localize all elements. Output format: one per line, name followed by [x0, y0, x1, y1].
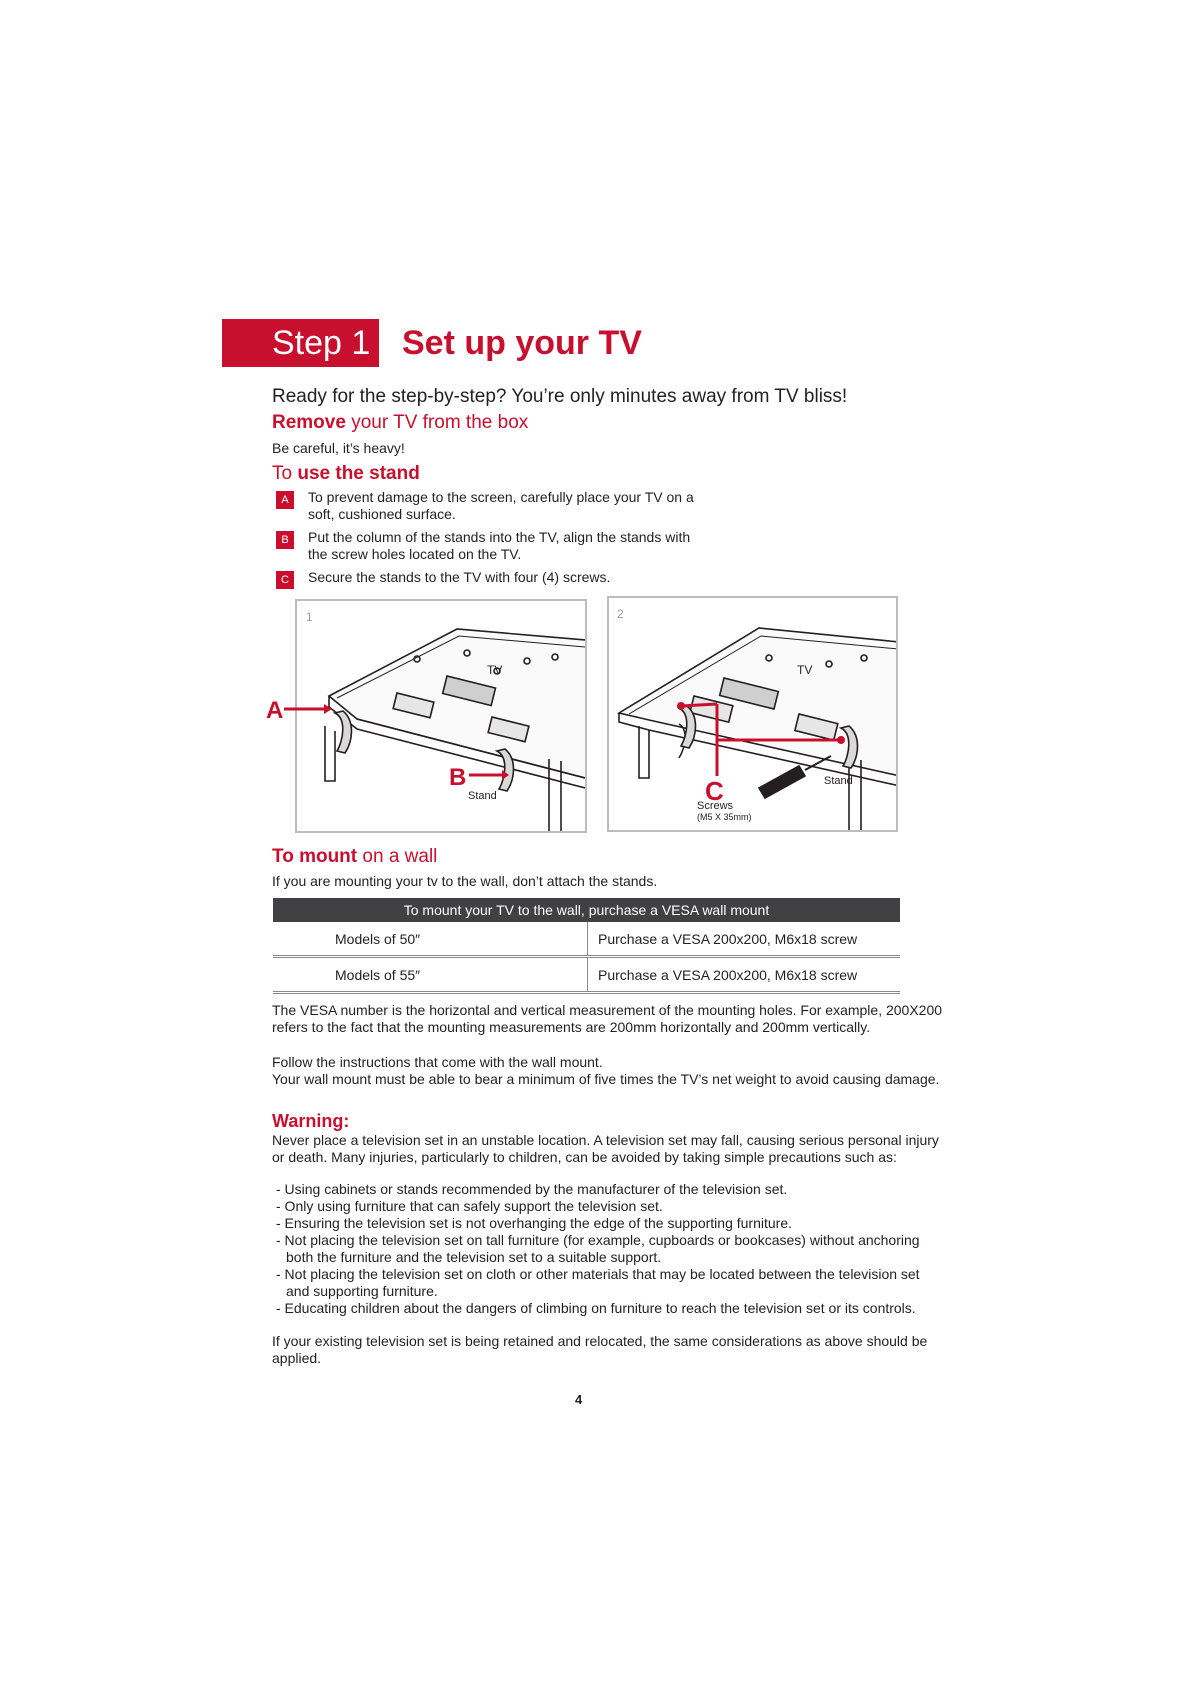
list-item: - Using cabinets or stands recommended by the manufacturer of the television set. [276, 1181, 788, 1197]
step-text-c: Secure the stands to the TV with four (4) screws. [308, 569, 611, 585]
step-badge-b: B [276, 531, 294, 549]
fig1-tv-label: TV [487, 663, 503, 677]
fig1-number: 1 [306, 610, 313, 624]
intro-text: Ready for the step-by-step? You’re only minutes away from TV bliss! [272, 386, 848, 407]
stand-step-a [276, 489, 696, 523]
table-row [273, 958, 900, 994]
step-badge [222, 319, 379, 367]
step-label: Step 1 [272, 324, 371, 362]
fig2-screws-size: (M5 X 35mm) [697, 812, 752, 822]
remove-heading-bold: Remove [272, 412, 346, 433]
figure-1 [295, 599, 587, 833]
callout-a [266, 694, 336, 724]
screw-point-left-icon [677, 702, 685, 710]
remove-heading [272, 411, 528, 435]
table-row [273, 922, 900, 958]
model-55-label: Models of 55″ [335, 966, 421, 983]
fig2-stand-label: Stand [824, 775, 853, 787]
callout-b-label: B [449, 764, 467, 791]
remove-note: Be careful, it’s heavy! [272, 440, 405, 456]
callout-a-label: A [266, 697, 284, 724]
page-number: 4 [575, 1392, 583, 1407]
mount-note: If you are mounting your tv to the wall, don’t attach the stands. [272, 873, 658, 889]
step-badge-c: C [276, 571, 294, 589]
model-50-label: Models of 50″ [335, 930, 421, 947]
callout-a-arrowhead-icon [324, 704, 332, 714]
list-item: - Ensuring the television set is not overhanging the edge of the supporting furniture. [276, 1215, 792, 1231]
model-cell [273, 922, 588, 955]
warning-title: Warning: [272, 1111, 350, 1131]
stand-step-b [276, 529, 696, 563]
mount-heading [272, 845, 437, 869]
vesa-explanation: The VESA number is the horizontal and vertical measurement of the mounting holes. For example, 200X200 refers to the fact that the mounting measurements are 200mm horizontally and 200mm vertically. [272, 1002, 943, 1035]
stand-heading-bold: use the stand [297, 463, 420, 484]
warning-intro: Never place a television set in an unstable location. A television set may fall, causing serious personal injury or death. Many injuries, particularly to children, can be avoided by taking simple precautions such as: [272, 1132, 939, 1165]
screw-point-right-icon [837, 736, 845, 744]
fig2-number: 2 [617, 607, 624, 621]
list-item: - Only using furniture that can safely support the television set. [276, 1198, 663, 1214]
page-title: Set up your TV [402, 324, 642, 362]
tv-stand-illustration-2 [609, 598, 896, 830]
mount-heading-rest: on a wall [357, 846, 438, 867]
figure-2 [607, 596, 898, 832]
stand-steps [276, 489, 696, 595]
warning-list [276, 1181, 936, 1317]
vesa-table [273, 898, 900, 994]
weight-requirement: Your wall mount must be able to bear a minimum of five times the TV’s net weight to avoid causing damage. [272, 1071, 940, 1087]
model-cell [273, 958, 588, 991]
mount-heading-bold: To mount [272, 846, 358, 867]
stand-step-c [276, 569, 696, 589]
stand-heading [272, 462, 420, 486]
follow-instructions: Follow the instructions that come with the wall mount. [272, 1054, 603, 1070]
callout-c-line-top [681, 704, 717, 706]
fig2-tv-label: TV [797, 663, 813, 677]
spec-50-label: Purchase a VESA 200x200, M6x18 screw [598, 930, 858, 947]
spec-55-label: Purchase a VESA 200x200, M6x18 screw [598, 966, 858, 983]
list-item: - Not placing the television set on tall furniture (for example, cupboards or bookcases) without anchoring both the furniture and the television set to a suitable support. [276, 1232, 920, 1265]
remove-heading-rest: your TV from the box [345, 412, 529, 433]
vesa-table-header: To mount your TV to the wall, purchase a VESA wall mount [273, 898, 900, 922]
step-text-b: Put the column of the stands into the TV, align the stands with the screw holes located on the TV. [308, 529, 691, 562]
callout-c-label: C [705, 776, 724, 806]
fig1-stand-label: Stand [468, 790, 497, 802]
warning-outro: If your existing television set is being retained and relocated, the same considerations as above should be applied. [272, 1333, 928, 1366]
tv-stand-illustration-1 [297, 601, 585, 831]
list-item: - Not placing the television set on cloth or other materials that may be located between the television set and supporting furniture. [276, 1266, 920, 1299]
step-badge-a: A [276, 491, 294, 509]
list-item: - Educating children about the dangers of climbing on furniture to reach the television set or its controls. [276, 1300, 916, 1316]
fig2-screws-label: Screws [697, 800, 734, 812]
step-text-a: To prevent damage to the screen, carefully place your TV on a soft, cushioned surface. [308, 489, 694, 522]
stand-heading-prefix: To [272, 463, 298, 484]
